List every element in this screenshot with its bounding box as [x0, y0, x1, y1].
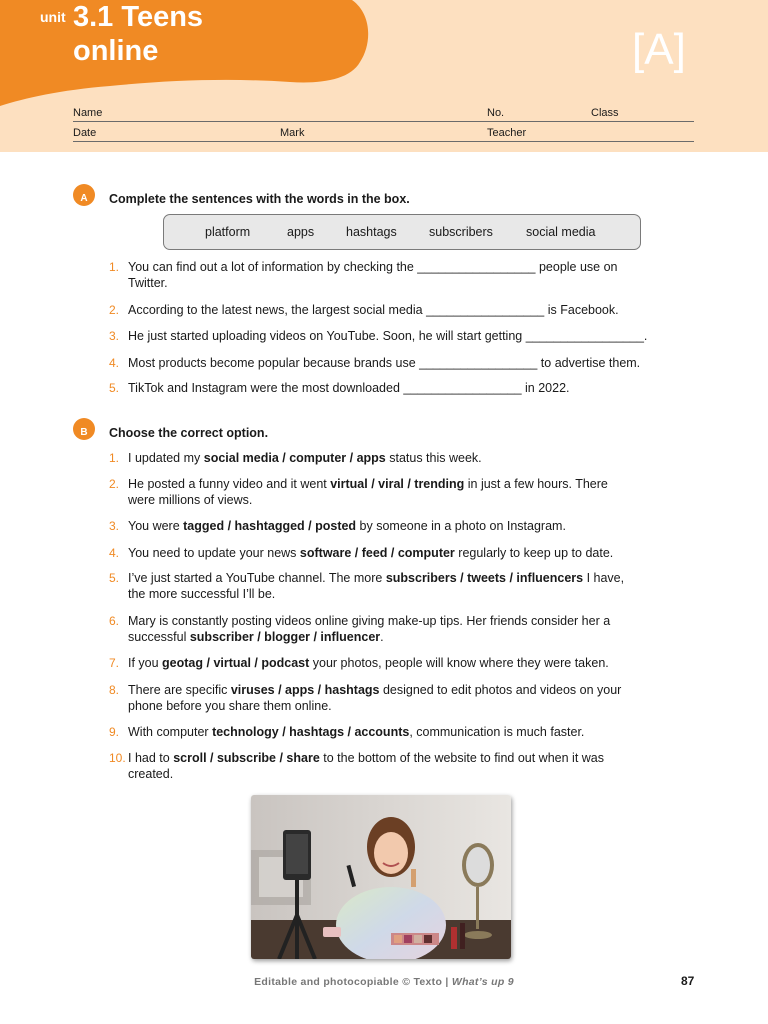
teacher-label: Teacher	[487, 127, 527, 139]
unit-label: unit	[40, 9, 66, 25]
section-a-item	[109, 355, 669, 371]
form-row-name	[73, 104, 694, 122]
item-text: by someone in a photo on Instagram.	[356, 519, 566, 533]
section-b-item	[109, 750, 669, 782]
section-a-item	[109, 259, 669, 291]
section-b-instruction: Choose the correct option.	[109, 426, 269, 440]
unit-title-line2: online	[73, 35, 159, 67]
section-a-item	[109, 380, 669, 396]
item-text: to the bottom of the website to find out when it was	[319, 751, 604, 765]
item-text: .	[380, 630, 384, 644]
item-options: tagged / hashtagged / posted	[183, 519, 357, 533]
item-text: You can find out a lot of information by checking the _________________ people use on	[128, 260, 618, 274]
item-number: 1.	[109, 451, 120, 465]
footer-text: Editable and photocopiable © Texto |	[254, 976, 452, 988]
item-number: 10.	[109, 751, 126, 765]
word-box-item: apps	[287, 225, 315, 239]
version-tag: [A]	[632, 25, 686, 74]
item-options: subscriber / blogger / influencer	[189, 630, 381, 644]
section-b-item	[109, 613, 669, 645]
item-text: He posted a funny video and it went	[128, 477, 331, 491]
item-number: 5.	[109, 571, 120, 585]
item-number: 1.	[109, 260, 120, 274]
item-options: subscribers / tweets / influencers	[385, 571, 584, 585]
word-box-item: hashtags	[346, 225, 397, 239]
item-text-line2: phone before you share them online.	[128, 699, 332, 713]
item-text: You need to update your news	[128, 546, 300, 560]
item-text-line2: Twitter.	[128, 276, 168, 290]
item-text: I had to	[128, 751, 174, 765]
word-box	[163, 214, 641, 250]
item-options: technology / hashtags / accounts	[212, 725, 410, 739]
item-text: There are specific	[128, 683, 231, 697]
section-b-item	[109, 724, 669, 740]
item-text: I’ve just started a YouTube channel. The more	[128, 571, 386, 585]
item-options: software / feed / computer	[299, 546, 455, 560]
item-options: virtual / viral / trending	[330, 477, 465, 491]
footer-book-title: What’s up 9	[451, 976, 514, 988]
item-number: 2.	[109, 303, 120, 317]
item-options: viruses / apps / hashtags	[230, 683, 380, 697]
item-number: 5.	[109, 381, 120, 395]
form-row-date	[73, 124, 694, 142]
item-number: 4.	[109, 356, 120, 370]
section-a-item	[109, 328, 669, 344]
unit-title	[73, 0, 203, 68]
item-text: your photos, people will know where they were taken.	[309, 656, 609, 670]
item-text-line2: created.	[128, 767, 174, 781]
item-text: Mary is constantly posting videos online giving make-up tips. Her friends consider her a	[128, 614, 611, 628]
item-text: in just a few hours. There	[464, 477, 608, 491]
section-a-badge: A	[73, 184, 95, 206]
class-label: Class	[591, 107, 619, 119]
word-box-item: social media	[526, 225, 596, 239]
item-number: 2.	[109, 477, 120, 491]
mark-label: Mark	[280, 127, 305, 139]
item-text: With computer	[128, 725, 213, 739]
item-text: If you	[128, 656, 163, 670]
item-number: 4.	[109, 546, 120, 560]
item-text: successful	[128, 630, 190, 644]
item-number: 8.	[109, 683, 120, 697]
item-text: status this week.	[385, 451, 482, 465]
section-b-item	[109, 450, 669, 466]
no-label: No.	[487, 107, 505, 119]
item-text: , communication is much faster.	[409, 725, 585, 739]
section-b-item	[109, 476, 669, 508]
unit-number: 3.1	[73, 1, 114, 33]
item-text: He just started uploading videos on YouTube. Soon, he will start getting _________________.	[128, 329, 648, 343]
section-b-item	[109, 682, 669, 714]
item-options: social media / computer / apps	[203, 451, 386, 465]
section-b-item	[109, 518, 669, 534]
item-text: designed to edit photos and videos on your	[379, 683, 622, 697]
item-text: regularly to keep up to date.	[454, 546, 614, 560]
word-box-item: platform	[205, 225, 251, 239]
item-text-line2: were millions of views.	[128, 493, 253, 507]
section-a-instruction: Complete the sentences with the words in the box.	[109, 192, 410, 206]
item-text: I updated my	[128, 451, 204, 465]
section-a-item	[109, 302, 669, 318]
item-text: TikTok and Instagram were the most downloaded _________________ in 2022.	[128, 381, 570, 395]
item-number: 3.	[109, 519, 120, 533]
item-number: 7.	[109, 656, 120, 670]
vlogger-photo-illustration	[251, 795, 511, 959]
page-number: 87	[681, 974, 695, 988]
item-text: Most products become popular because brands use _________________ to advertise them.	[128, 356, 641, 370]
item-text: I have,	[583, 571, 625, 585]
item-options: geotag / virtual / podcast	[162, 656, 310, 670]
date-label: Date	[73, 127, 97, 139]
section-b-badge: B	[73, 418, 95, 440]
unit-title-line1: Teens	[121, 1, 204, 33]
section-b-item	[109, 570, 669, 602]
item-text-line2: the more successful I’ll be.	[128, 587, 276, 601]
section-b-item	[109, 545, 669, 561]
word-box-item: subscribers	[429, 225, 493, 239]
item-number: 3.	[109, 329, 120, 343]
item-options: scroll / subscribe / share	[173, 751, 320, 765]
name-label: Name	[73, 107, 103, 119]
item-text: You were	[128, 519, 184, 533]
vlogger-photo	[251, 795, 511, 959]
section-b-item	[109, 655, 669, 671]
item-text: According to the latest news, the largest social media _________________ is Facebook.	[128, 303, 619, 317]
item-number: 6.	[109, 614, 120, 628]
item-number: 9.	[109, 725, 120, 739]
footer-copyright	[0, 976, 768, 988]
